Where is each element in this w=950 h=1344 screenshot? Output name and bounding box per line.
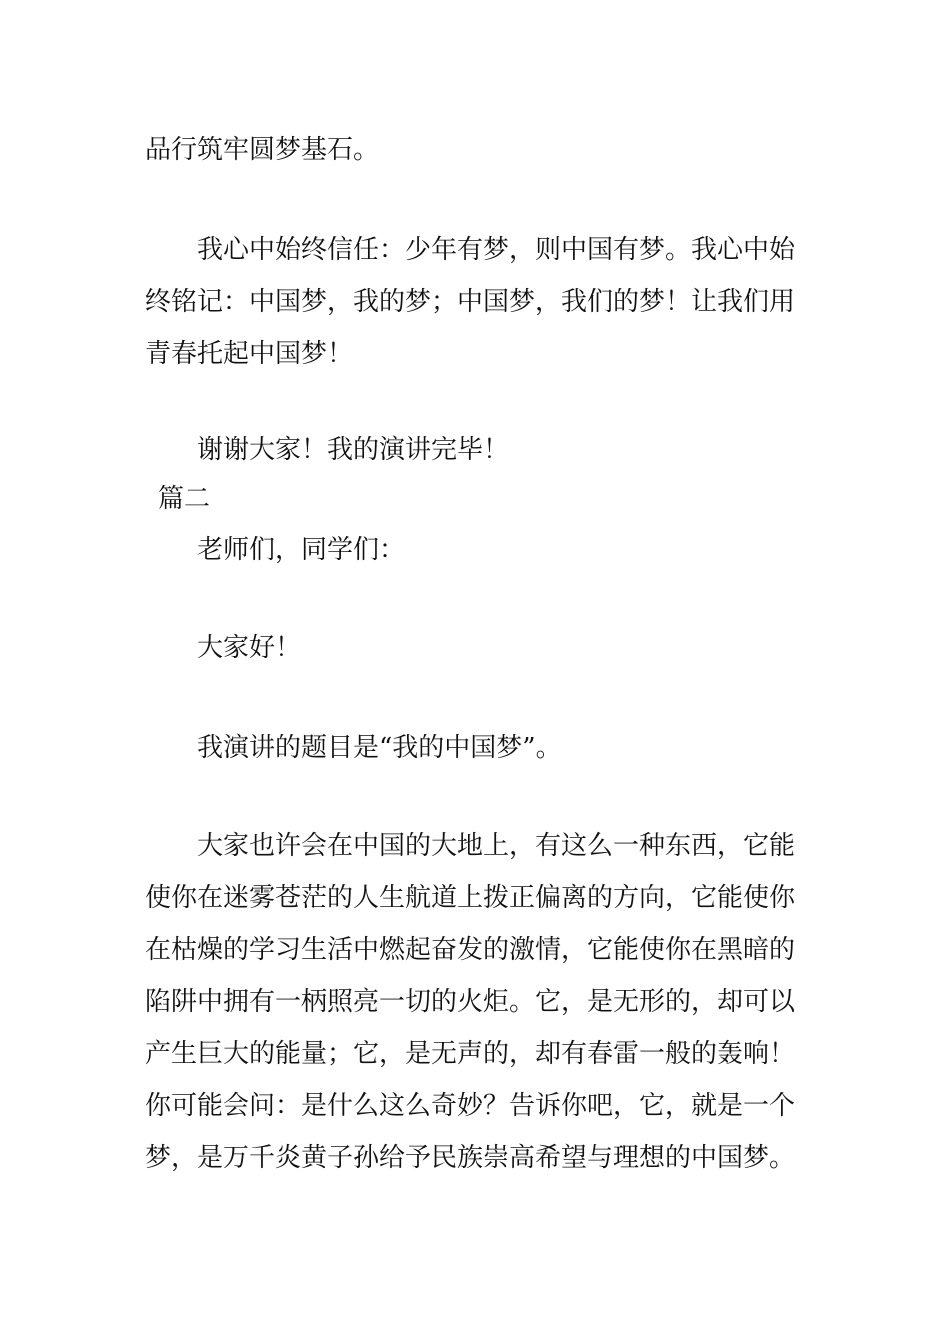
- paragraph-thanks: 谢谢大家！我的演讲完毕！: [197, 435, 510, 465]
- paragraph-greeting: 大家好！: [197, 633, 302, 663]
- section-heading: 篇二: [158, 484, 211, 514]
- paragraph-continuation: 品行筑牢圆梦基石。: [145, 135, 380, 165]
- paragraph-body: 大家也许会在中国的大地上，有这么一种东西，它能使你在迷雾苍茫的人生航道上拨正偏离的方向，它能使你在枯燥的学习生活中燃起奋发的激情，它能使你在黑暗的陷阱中拥有一柄照亮一切的火炬。它，是无形的，却可以产生巨大的能量；它，是无声的，却有春雷一般的轰响！你可能会问：是什么这么奇妙？告诉你吧，它，就是一个梦，是万千炎黄子孙给予民族崇高希望与理想的中国梦。: [145, 831, 796, 1173]
- paragraph-trust: 我心中始终信任：少年有梦，则中国有梦。我心中始终铭记：中国梦，我的梦；中国梦，我们的梦！让我们用青春托起中国梦！: [145, 235, 796, 369]
- paragraph-topic: 我演讲的题目是“我的中国梦”。: [197, 733, 562, 763]
- paragraph-salutation: 老师们，同学们：: [197, 535, 406, 565]
